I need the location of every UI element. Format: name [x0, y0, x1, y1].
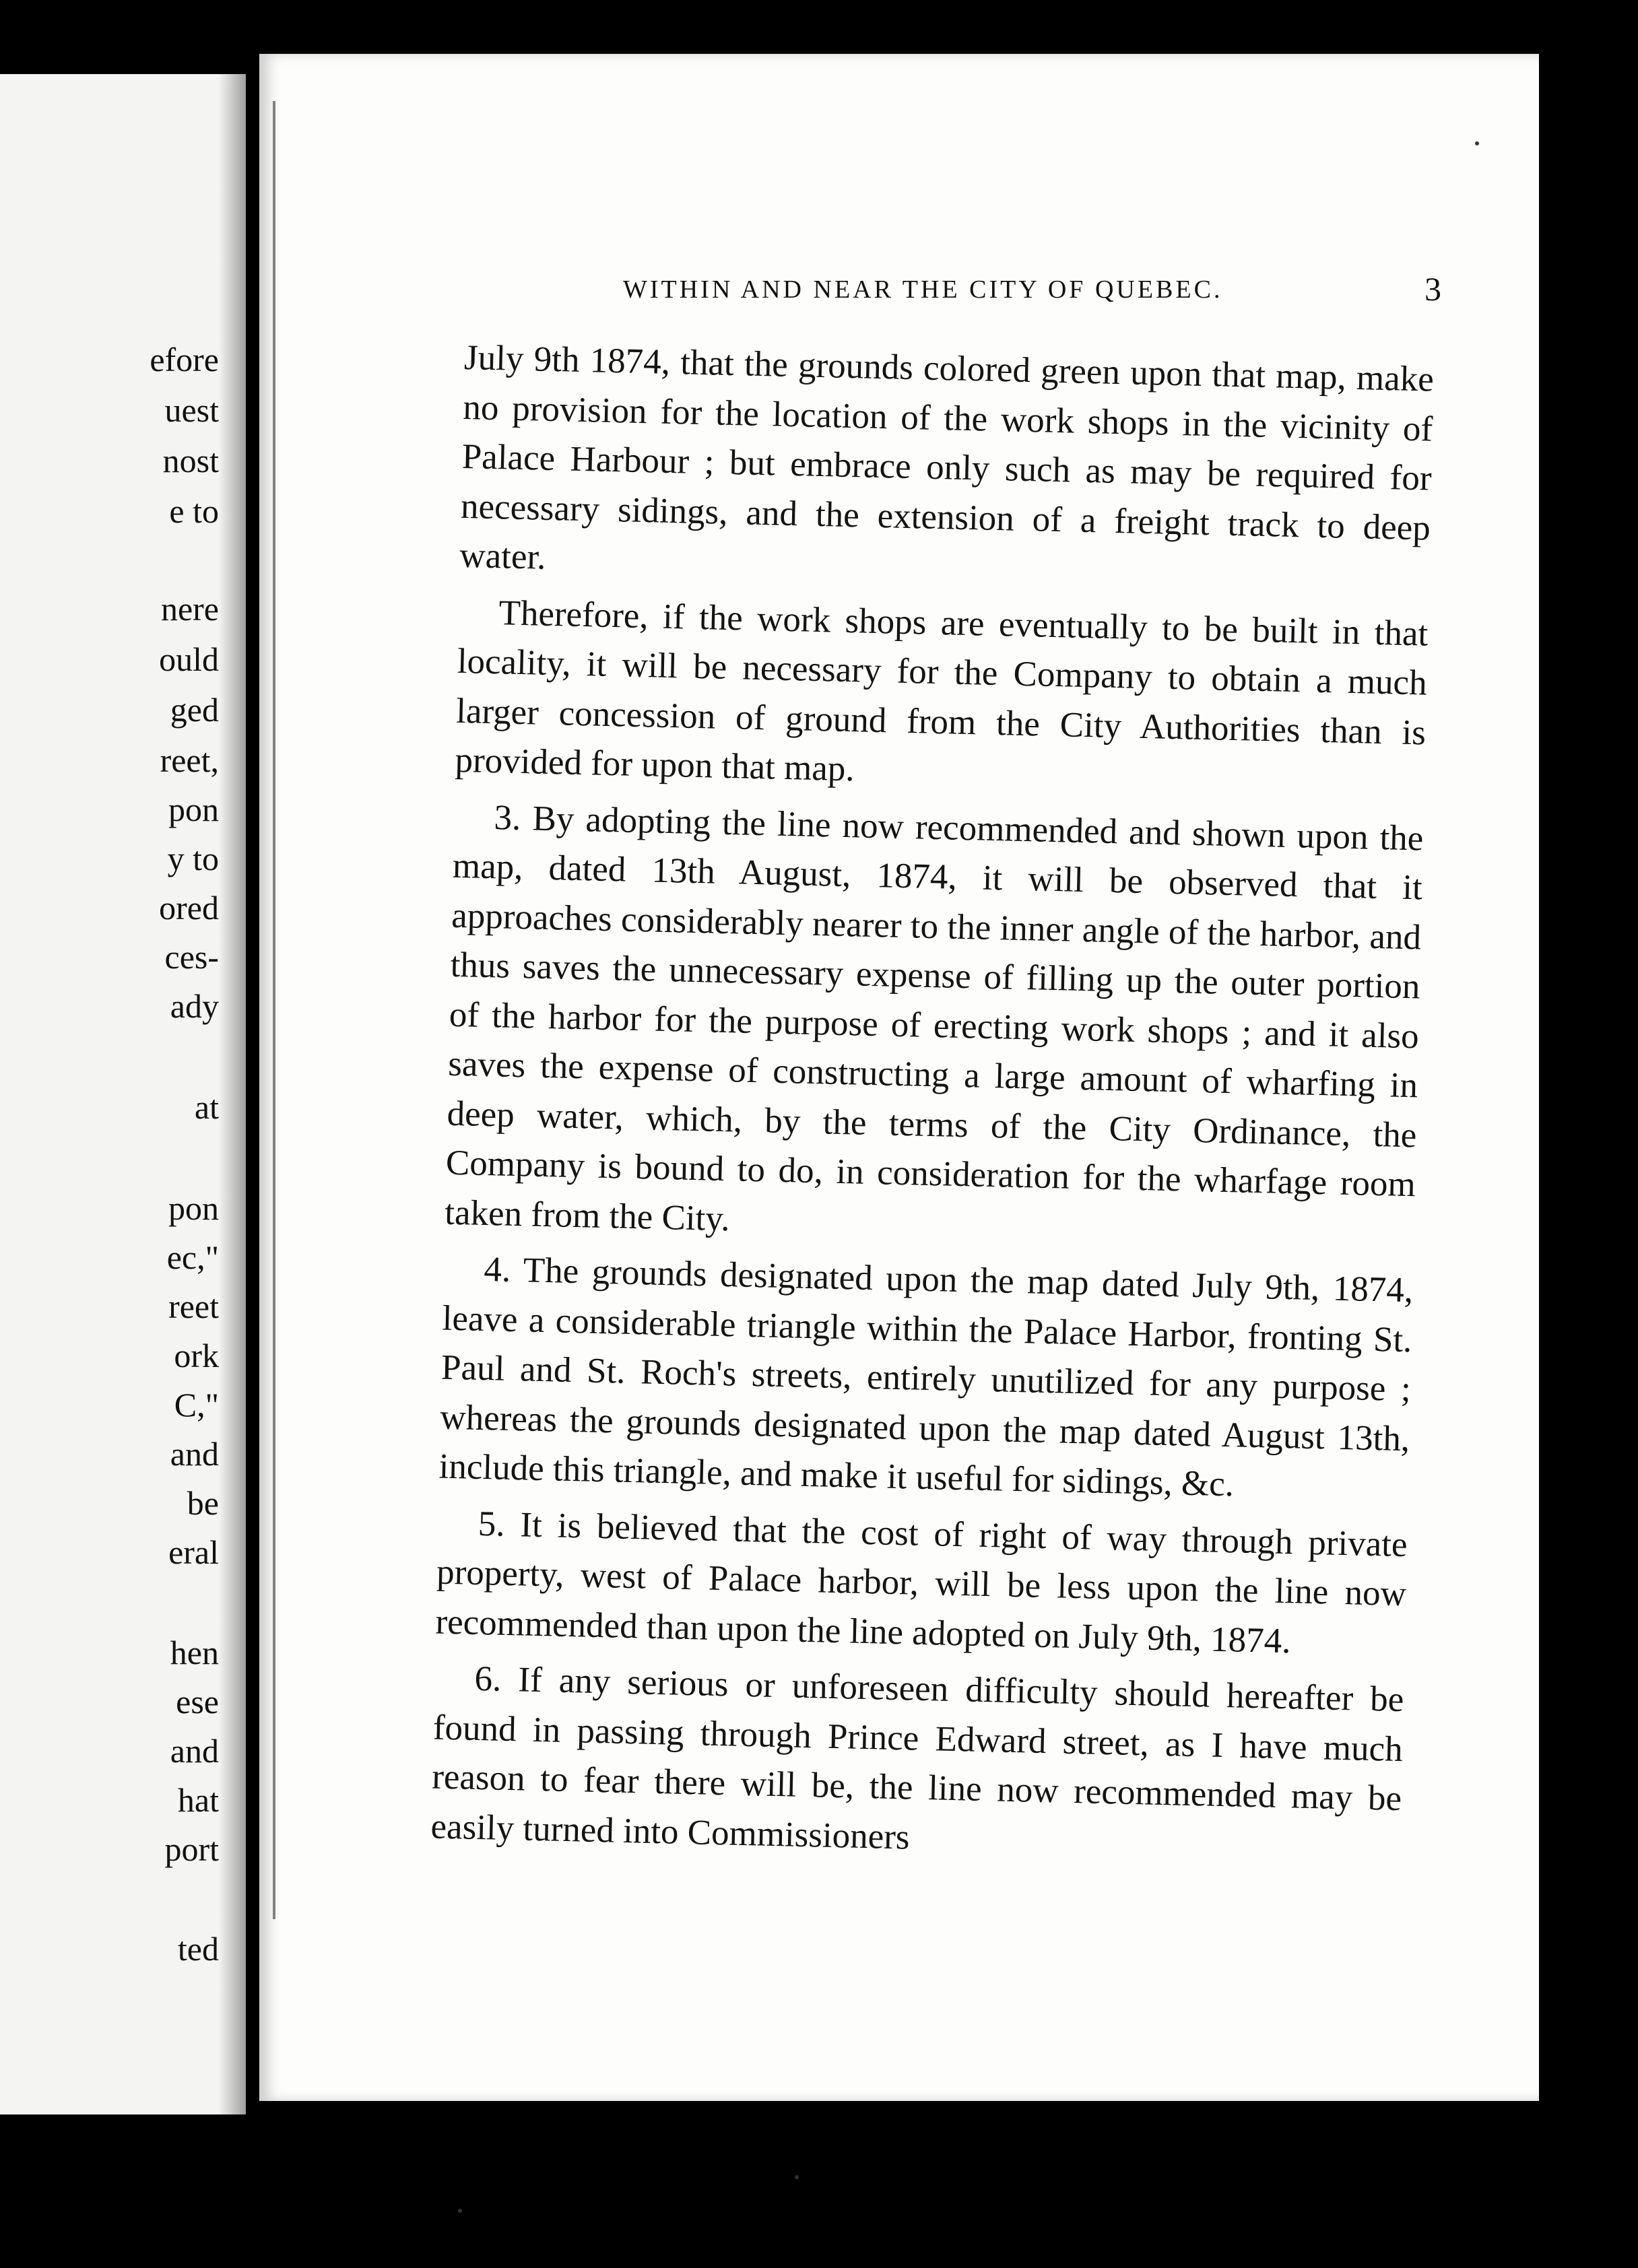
paragraph: Therefore, if the work shops are eventually to be built in that locality, it will be necessary for the Company to obtain a much larger concession of ground from the City Authorities than is provided for upon that map.	[454, 593, 1429, 789]
fragment-line: reet,	[160, 741, 219, 779]
fragment-line: y to	[167, 840, 219, 877]
fragment-line: ould	[159, 640, 219, 678]
fragment-line: C,"	[174, 1386, 219, 1424]
page-header	[337, 269, 1441, 316]
facing-page-left	[0, 74, 246, 2114]
paragraph: July 9th 1874, that the grounds colored green upon that map, make no provision for the location of the work shops in the vicinity of Palace Harbour ; but embrace only such as may be required for necessary sidings, and the extension of a freight track to deep water.	[459, 337, 1435, 577]
scan-speck	[795, 2175, 799, 2179]
paragraph: 4. The grounds designated upon the map dated July 9th, 1874, leave a considerable triangle within the Palace Harbor, fronting St. Paul and St. Roch's streets, entirely unutilized for any purpose ; whereas the grounds designated upon the map dated August 13th, include this triangle, and make it useful for sidings, &c.	[438, 1250, 1414, 1504]
fragment-line: ored	[159, 889, 219, 927]
fragment-line: e to	[169, 492, 219, 530]
running-head: WITHIN AND NEAR THE CITY OF QUEBEC.	[623, 275, 1223, 304]
fragment-line: eral	[168, 1533, 219, 1571]
fragment-line: and	[170, 1435, 219, 1473]
paragraph: 6. If any serious or unforeseen difficulty should hereafter be found in passing through Prince Edward street, as I have much reason to fear there will be, the line now recommended may be easily turned into Commissioners	[430, 1659, 1404, 1857]
fragment-line: ork	[174, 1337, 219, 1374]
scan-speck	[1475, 141, 1479, 145]
fragment-line: nere	[160, 590, 219, 628]
fragment-line: ec,"	[166, 1238, 219, 1276]
fragment-line: ged	[170, 691, 219, 729]
paragraph: 3. By adopting the line now recommended and shown upon the map, dated 13th August, 1874, it will be observed that it approaches considerably nearer to the inner angle of the harbor, and thus saves the unnecessary expense of filling up the outer portion of the harbor for the purpose of erecting work shops ; and it also saves the expense of constructing a large amount of wharfing in deep water, which, by the terms of the City Ordinance, the Company is bound to do, in consideration for the wharfage room taken from the City.	[444, 797, 1424, 1238]
fragment-line: pon	[168, 791, 219, 828]
fragment-line: efore	[150, 341, 219, 378]
fragment-line: at	[194, 1088, 219, 1126]
page-edge-line	[273, 101, 275, 1919]
fragment-line: uest	[164, 391, 219, 429]
paragraph: 5. It is believed that the cost of right of way through private property, west of Palace harbor, will be less upon the line now recommended than upon the line adopted on July 9th, 1874.	[434, 1504, 1408, 1661]
scan-speck	[458, 2209, 462, 2213]
fragment-line: ese	[176, 1683, 219, 1721]
fragment-line: ces-	[164, 938, 219, 976]
fragment-line: ted	[177, 1930, 219, 1968]
fragment-line: ady	[170, 987, 219, 1025]
fragment-line: port	[164, 1830, 219, 1868]
fragment-line: nost	[162, 442, 219, 479]
fragment-line: reet	[168, 1288, 219, 1325]
page-number: 3	[1424, 270, 1441, 308]
fragment-line: and	[170, 1732, 219, 1770]
fragment-line: hat	[177, 1781, 219, 1819]
fragment-line: be	[187, 1484, 219, 1522]
gutter-shadow	[219, 74, 246, 2114]
page-body	[430, 333, 1435, 1880]
fragment-line: hen	[170, 1634, 219, 1671]
fragment-line: pon	[168, 1189, 219, 1227]
